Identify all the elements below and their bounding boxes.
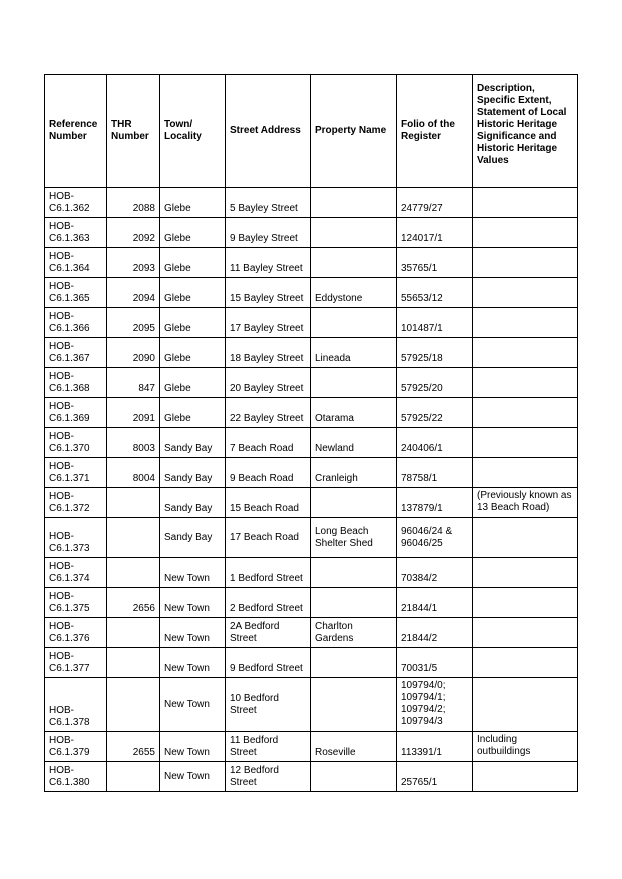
cell-property bbox=[311, 368, 397, 398]
cell-folio: 57925/22 bbox=[397, 398, 473, 428]
cell-folio: 137879/1 bbox=[397, 488, 473, 518]
cell-property bbox=[311, 762, 397, 792]
cell-description bbox=[473, 618, 578, 648]
cell-thr bbox=[107, 618, 160, 648]
cell-town: New Town bbox=[160, 762, 226, 792]
cell-folio: 96046/24 & 96046/25 bbox=[397, 518, 473, 558]
cell-property bbox=[311, 588, 397, 618]
table-row bbox=[45, 218, 578, 248]
heritage-register-table bbox=[44, 74, 578, 792]
cell-reference: HOB-C6.1.378 bbox=[45, 678, 107, 732]
cell-description bbox=[473, 648, 578, 678]
header-thr-number: THR Number bbox=[107, 75, 160, 188]
cell-thr: 2093 bbox=[107, 248, 160, 278]
cell-reference: HOB-C6.1.379 bbox=[45, 732, 107, 762]
header-property-name: Property Name bbox=[311, 75, 397, 188]
cell-thr bbox=[107, 558, 160, 588]
table-row bbox=[45, 678, 578, 732]
cell-property bbox=[311, 648, 397, 678]
table-row bbox=[45, 338, 578, 368]
cell-description bbox=[473, 518, 578, 558]
cell-reference: HOB-C6.1.376 bbox=[45, 618, 107, 648]
cell-reference: HOB-C6.1.363 bbox=[45, 218, 107, 248]
cell-folio: 240406/1 bbox=[397, 428, 473, 458]
cell-reference: HOB-C6.1.374 bbox=[45, 558, 107, 588]
cell-thr bbox=[107, 678, 160, 732]
cell-folio: 113391/1 bbox=[397, 732, 473, 762]
cell-town: New Town bbox=[160, 618, 226, 648]
cell-property: Newland bbox=[311, 428, 397, 458]
table-header-row bbox=[45, 75, 578, 188]
cell-reference: HOB-C6.1.372 bbox=[45, 488, 107, 518]
cell-folio: 70031/5 bbox=[397, 648, 473, 678]
cell-street: 15 Beach Road bbox=[226, 488, 311, 518]
cell-reference: HOB-C6.1.371 bbox=[45, 458, 107, 488]
table-row bbox=[45, 458, 578, 488]
cell-thr bbox=[107, 518, 160, 558]
header-description: Description, Specific Extent, Statement of Local Historic Heritage Significance and Historic Heritage Values bbox=[473, 75, 578, 188]
table-row bbox=[45, 308, 578, 338]
cell-town: Sandy Bay bbox=[160, 428, 226, 458]
cell-description bbox=[473, 428, 578, 458]
cell-town: Glebe bbox=[160, 338, 226, 368]
table-row bbox=[45, 188, 578, 218]
cell-folio: 55653/12 bbox=[397, 278, 473, 308]
table-row bbox=[45, 618, 578, 648]
cell-town: New Town bbox=[160, 588, 226, 618]
cell-street: 10 Bedford Street bbox=[226, 678, 311, 732]
cell-folio: 78758/1 bbox=[397, 458, 473, 488]
cell-property: Otarama bbox=[311, 398, 397, 428]
cell-folio: 21844/1 bbox=[397, 588, 473, 618]
cell-property: Long Beach Shelter Shed bbox=[311, 518, 397, 558]
cell-street: 20 Bayley Street bbox=[226, 368, 311, 398]
table-row bbox=[45, 248, 578, 278]
cell-description bbox=[473, 248, 578, 278]
cell-description bbox=[473, 218, 578, 248]
cell-property bbox=[311, 558, 397, 588]
cell-town: New Town bbox=[160, 558, 226, 588]
cell-folio: 24779/27 bbox=[397, 188, 473, 218]
cell-description bbox=[473, 558, 578, 588]
table-row bbox=[45, 368, 578, 398]
cell-description bbox=[473, 308, 578, 338]
cell-thr: 2655 bbox=[107, 732, 160, 762]
cell-town: Sandy Bay bbox=[160, 458, 226, 488]
cell-street: 2A Bedford Street bbox=[226, 618, 311, 648]
cell-description bbox=[473, 278, 578, 308]
table-row bbox=[45, 398, 578, 428]
cell-reference: HOB-C6.1.375 bbox=[45, 588, 107, 618]
cell-reference: HOB-C6.1.368 bbox=[45, 368, 107, 398]
cell-reference: HOB-C6.1.377 bbox=[45, 648, 107, 678]
table-row bbox=[45, 428, 578, 458]
cell-description bbox=[473, 338, 578, 368]
cell-reference: HOB-C6.1.373 bbox=[45, 518, 107, 558]
cell-thr: 8004 bbox=[107, 458, 160, 488]
cell-folio: 21844/2 bbox=[397, 618, 473, 648]
cell-street: 17 Bayley Street bbox=[226, 308, 311, 338]
cell-property bbox=[311, 308, 397, 338]
cell-property bbox=[311, 678, 397, 732]
cell-reference: HOB-C6.1.370 bbox=[45, 428, 107, 458]
cell-street: 9 Bedford Street bbox=[226, 648, 311, 678]
cell-property bbox=[311, 188, 397, 218]
cell-description bbox=[473, 188, 578, 218]
cell-description bbox=[473, 678, 578, 732]
cell-folio: 109794/0; 109794/1; 109794/2; 109794/3 bbox=[397, 678, 473, 732]
cell-town: Glebe bbox=[160, 398, 226, 428]
cell-street: 9 Bayley Street bbox=[226, 218, 311, 248]
cell-property bbox=[311, 248, 397, 278]
cell-street: 11 Bedford Street bbox=[226, 732, 311, 762]
cell-reference: HOB-C6.1.362 bbox=[45, 188, 107, 218]
cell-description: (Previously known as 13 Beach Road) bbox=[473, 488, 578, 518]
cell-street: 9 Beach Road bbox=[226, 458, 311, 488]
cell-property: Eddystone bbox=[311, 278, 397, 308]
cell-reference: HOB-C6.1.369 bbox=[45, 398, 107, 428]
cell-thr: 2090 bbox=[107, 338, 160, 368]
cell-reference: HOB-C6.1.365 bbox=[45, 278, 107, 308]
cell-folio: 101487/1 bbox=[397, 308, 473, 338]
cell-town: Glebe bbox=[160, 278, 226, 308]
cell-reference: HOB-C6.1.380 bbox=[45, 762, 107, 792]
cell-folio: 25765/1 bbox=[397, 762, 473, 792]
cell-town: New Town bbox=[160, 648, 226, 678]
cell-thr: 2088 bbox=[107, 188, 160, 218]
cell-thr: 847 bbox=[107, 368, 160, 398]
cell-reference: HOB-C6.1.364 bbox=[45, 248, 107, 278]
cell-street: 18 Bayley Street bbox=[226, 338, 311, 368]
cell-description: Including outbuildings bbox=[473, 732, 578, 762]
cell-street: 7 Beach Road bbox=[226, 428, 311, 458]
cell-town: New Town bbox=[160, 678, 226, 732]
table-row bbox=[45, 648, 578, 678]
cell-street: 17 Beach Road bbox=[226, 518, 311, 558]
cell-town: New Town bbox=[160, 732, 226, 762]
cell-thr: 2095 bbox=[107, 308, 160, 338]
cell-town: Sandy Bay bbox=[160, 488, 226, 518]
cell-thr bbox=[107, 762, 160, 792]
cell-thr: 2094 bbox=[107, 278, 160, 308]
cell-street: 12 Bedford Street bbox=[226, 762, 311, 792]
cell-property: Lineada bbox=[311, 338, 397, 368]
cell-town: Glebe bbox=[160, 368, 226, 398]
cell-thr: 8003 bbox=[107, 428, 160, 458]
cell-street: 11 Bayley Street bbox=[226, 248, 311, 278]
cell-town: Glebe bbox=[160, 188, 226, 218]
header-town-locality: Town/ Locality bbox=[160, 75, 226, 188]
cell-property bbox=[311, 488, 397, 518]
cell-street: 5 Bayley Street bbox=[226, 188, 311, 218]
cell-town: Glebe bbox=[160, 248, 226, 278]
table-row bbox=[45, 588, 578, 618]
cell-folio: 57925/18 bbox=[397, 338, 473, 368]
cell-description bbox=[473, 588, 578, 618]
cell-street: 15 Bayley Street bbox=[226, 278, 311, 308]
table-row bbox=[45, 518, 578, 558]
cell-folio: 57925/20 bbox=[397, 368, 473, 398]
table-row bbox=[45, 732, 578, 762]
cell-folio: 35765/1 bbox=[397, 248, 473, 278]
cell-description bbox=[473, 762, 578, 792]
cell-street: 1 Bedford Street bbox=[226, 558, 311, 588]
cell-description bbox=[473, 368, 578, 398]
header-folio: Folio of the Register bbox=[397, 75, 473, 188]
table-row bbox=[45, 558, 578, 588]
cell-property: Cranleigh bbox=[311, 458, 397, 488]
table-row bbox=[45, 762, 578, 792]
cell-thr: 2092 bbox=[107, 218, 160, 248]
cell-thr: 2656 bbox=[107, 588, 160, 618]
cell-property: Charlton Gardens bbox=[311, 618, 397, 648]
cell-reference: HOB-C6.1.366 bbox=[45, 308, 107, 338]
cell-street: 22 Bayley Street bbox=[226, 398, 311, 428]
cell-property: Roseville bbox=[311, 732, 397, 762]
cell-property bbox=[311, 218, 397, 248]
cell-town: Glebe bbox=[160, 218, 226, 248]
cell-town: Sandy Bay bbox=[160, 518, 226, 558]
cell-thr bbox=[107, 488, 160, 518]
cell-street: 2 Bedford Street bbox=[226, 588, 311, 618]
table-row bbox=[45, 488, 578, 518]
cell-folio: 70384/2 bbox=[397, 558, 473, 588]
header-street-address: Street Address bbox=[226, 75, 311, 188]
cell-thr bbox=[107, 648, 160, 678]
cell-town: Glebe bbox=[160, 308, 226, 338]
table-row bbox=[45, 278, 578, 308]
cell-folio: 124017/1 bbox=[397, 218, 473, 248]
cell-description bbox=[473, 398, 578, 428]
header-reference-number: Reference Number bbox=[45, 75, 107, 188]
cell-thr: 2091 bbox=[107, 398, 160, 428]
cell-description bbox=[473, 458, 578, 488]
cell-reference: HOB-C6.1.367 bbox=[45, 338, 107, 368]
